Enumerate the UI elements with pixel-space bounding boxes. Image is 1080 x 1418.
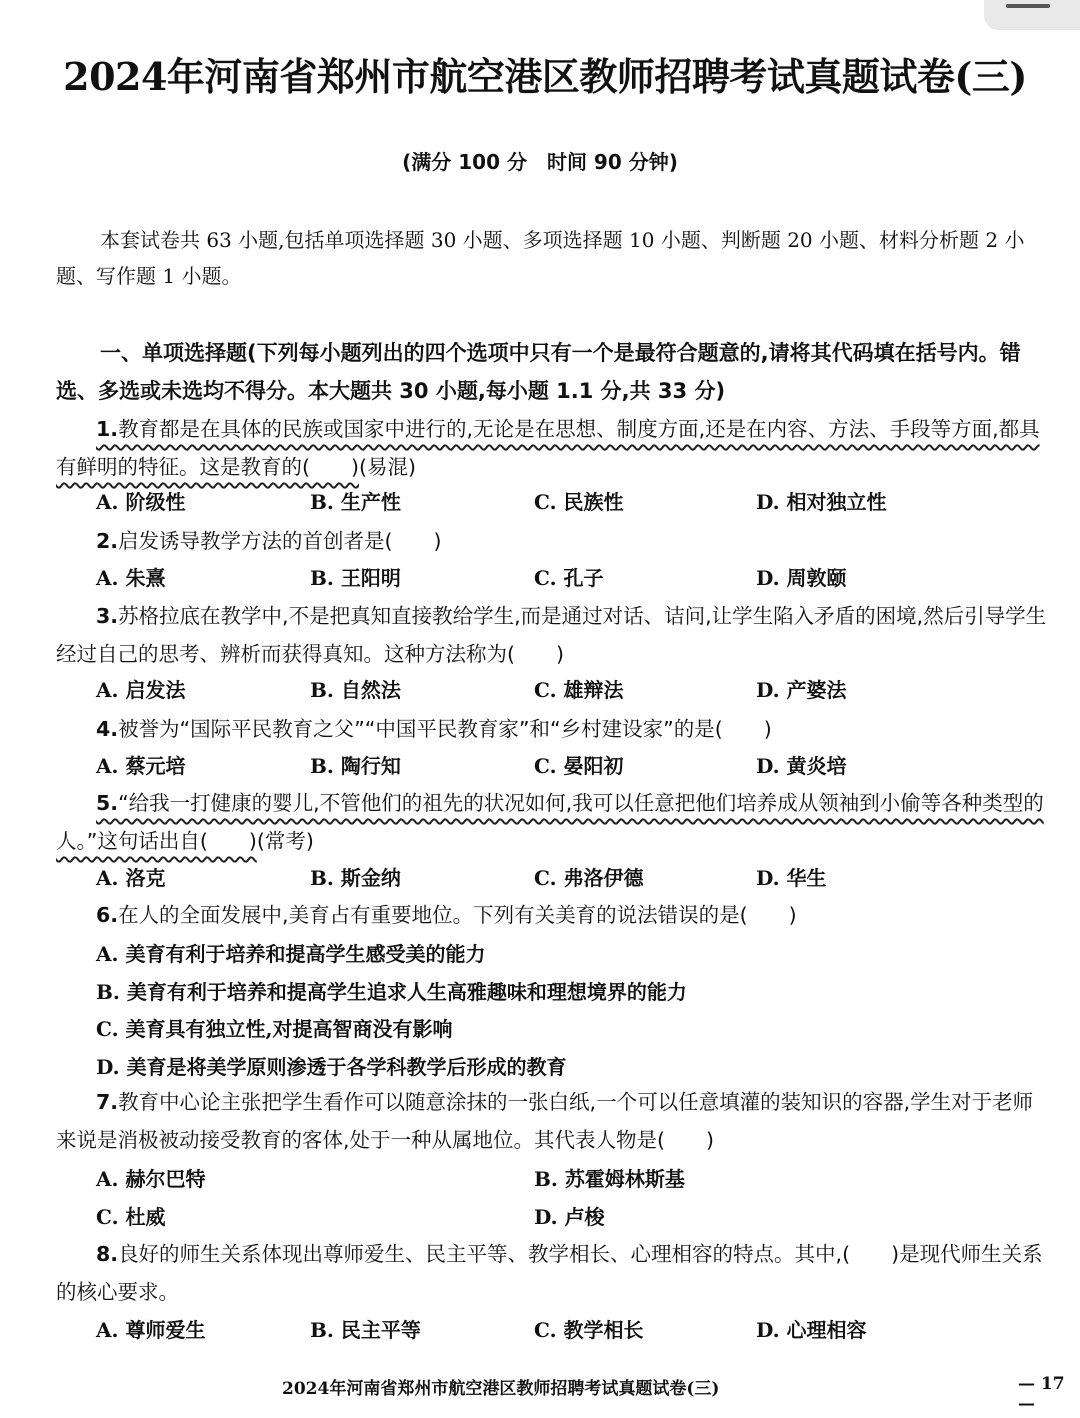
option-b[interactable]: B. 民主平等 (310, 1318, 421, 1342)
question-4-options (96, 750, 1036, 786)
option-d[interactable]: D. 相对独立性 (756, 490, 887, 514)
question-text: 教育中心论主张把学生看作可以随意涂抹的一张白纸,一个可以任意填灌的装知识的容器,学生对于老师来说是消极被动接受教育的客体,处于一种从属地位。其代表人物是( ) (56, 1090, 1034, 1152)
option-a[interactable]: A. 洛克 (96, 866, 166, 890)
exam-info: (满分 100 分 时间 90 分钟) (402, 150, 678, 174)
option-d[interactable]: D. 产婆法 (756, 678, 847, 702)
question-text: 被誉为“国际平民教育之父”“中国平民教育家”和“乡村建设家”的是( ) (118, 717, 772, 741)
question-7-options (96, 1163, 1036, 1199)
option-b[interactable]: B. 陶行知 (310, 754, 401, 778)
question-text: 教育都是在具体的民族或国家中进行的,无论是在思想、制度方面,还是在内容、方法、手段等方面,都具有鲜明的特征。这是教育的( ) (56, 417, 1040, 479)
option-c[interactable]: C. 孔子 (534, 566, 604, 590)
option-d[interactable]: D. 美育是将美学原则渗透于各学科教学后形成的教育 (96, 1055, 567, 1079)
question-5-options (96, 862, 1036, 898)
question-number: 1. (96, 417, 119, 441)
question-2 (56, 522, 1051, 560)
option-a[interactable]: A. 赫尔巴特 (96, 1167, 206, 1191)
option-b[interactable]: B. 自然法 (310, 678, 401, 702)
option-a[interactable]: A. 蔡元培 (96, 754, 186, 778)
option-b[interactable]: B. 斯金纳 (310, 866, 401, 890)
question-text: 苏格拉底在教学中,不是把真知直接教给学生,而是通过对话、诘问,让学生陷入矛盾的困境,然后引导学生经过自己的思考、辨析而获得真知。这种方法称为( ) (56, 604, 1047, 666)
question-3 (56, 597, 1051, 673)
option-a[interactable]: A. 美育有利于培养和提高学生感受美的能力 (96, 942, 486, 966)
option-a[interactable]: A. 尊师爱生 (96, 1318, 206, 1342)
option-a[interactable]: A. 启发法 (96, 678, 186, 702)
option-d[interactable]: D. 华生 (756, 866, 827, 890)
question-text: 在人的全面发展中,美育占有重要地位。下列有关美育的说法错误的是( ) (118, 903, 797, 927)
question-number: 6. (96, 903, 119, 927)
question-5 (56, 784, 1051, 860)
page-number: — 17 — (1018, 1374, 1065, 1414)
question-number: 8. (96, 1242, 119, 1266)
option-a[interactable]: A. 朱熹 (96, 566, 166, 590)
page-footer (0, 1374, 1080, 1414)
option-c[interactable]: C. 教学相长 (534, 1318, 644, 1342)
question-2-options (96, 562, 1036, 598)
option-b[interactable]: B. 王阳明 (310, 566, 401, 590)
question-4 (56, 710, 1051, 748)
option-a[interactable]: A. 阶级性 (96, 490, 186, 514)
option-c[interactable]: C. 民族性 (534, 490, 624, 514)
option-c[interactable]: C. 美育具有独立性,对提高智商没有影响 (96, 1017, 453, 1041)
option-b[interactable]: B. 生产性 (310, 490, 401, 514)
question-7-options-row-2 (96, 1201, 1036, 1237)
option-c[interactable]: C. 雄辩法 (534, 678, 624, 702)
option-b[interactable]: B. 美育有利于培养和提高学生追求人生高雅趣味和理想境界的能力 (96, 980, 687, 1004)
option-b[interactable]: B. 苏霍姆林斯基 (534, 1167, 685, 1191)
section-heading: 一、单项选择题(下列每小题列出的四个选项中只有一个是最符合题意的,请将其代码填在括号内。错选、多选或未选均不得分。本大题共 30 小题,每小题 1.1 分,共 33 分) (56, 341, 1021, 403)
question-1 (56, 410, 1051, 486)
option-d[interactable]: D. 黄炎培 (756, 754, 847, 778)
option-c[interactable]: C. 弗洛伊德 (534, 866, 644, 890)
option-d[interactable]: D. 卢梭 (534, 1205, 605, 1229)
question-3-options (96, 674, 1036, 710)
drag-handle[interactable] (984, 0, 1080, 30)
question-number: 2. (96, 529, 119, 553)
question-8 (56, 1235, 1051, 1311)
question-7 (56, 1083, 1051, 1159)
option-d[interactable]: D. 心理相容 (756, 1318, 867, 1342)
exam-intro: 本套试卷共 63 小题,包括单项选择题 30 小题、多项选择题 10 小题、判断题 20 小题、材料分析题 2 小题、写作题 1 小题。 (56, 228, 1025, 288)
option-c[interactable]: C. 杜威 (96, 1205, 166, 1229)
footer-title: 2024年河南省郑州市航空港区教师招聘考试真题试卷(三) (282, 1379, 720, 1399)
question-text: 良好的师生关系体现出尊师爱生、民主平等、教学相长、心理相容的特点。其中,( )是现代师生关系的核心要求。 (56, 1242, 1043, 1304)
question-tag: (易混) (359, 455, 416, 479)
question-number: 5. (96, 791, 119, 815)
question-number: 4. (96, 717, 119, 741)
question-1-options (96, 486, 1036, 522)
option-c[interactable]: C. 晏阳初 (534, 754, 624, 778)
question-tag: (常考) (256, 829, 314, 853)
question-text: 启发诱导教学方法的首创者是( ) (118, 529, 442, 553)
question-number: 3. (96, 604, 119, 628)
option-d[interactable]: D. 周敦颐 (756, 566, 847, 590)
question-6 (56, 896, 1051, 934)
question-8-options (96, 1314, 1036, 1350)
drag-handle-bar-icon (1006, 4, 1050, 8)
question-number: 7. (96, 1090, 119, 1114)
question-text: “给我一打健康的婴儿,不管他们的祖先的状况如何,我可以任意把他们培养成从领袖到小偷等各种类型的人。”这句话出自( ) (56, 791, 1044, 853)
page-title: 2024年河南省郑州市航空港区教师招聘考试真题试卷(三) (63, 54, 1027, 99)
